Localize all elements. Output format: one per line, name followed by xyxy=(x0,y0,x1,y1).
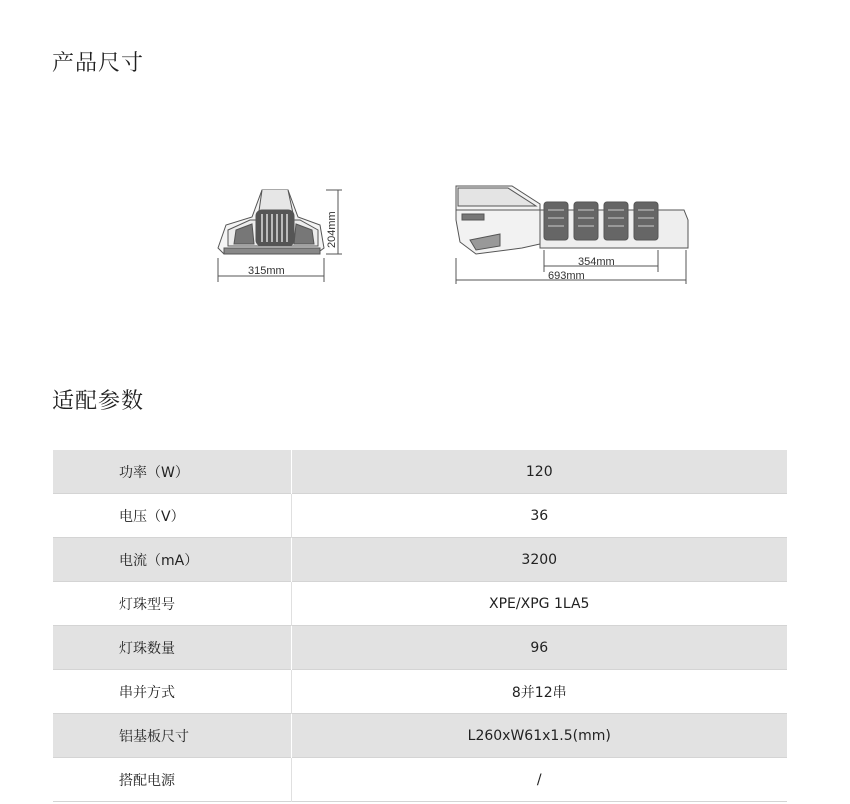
spec-value: 120 xyxy=(291,450,787,494)
front-height-label: 204mm xyxy=(326,211,338,248)
spec-value: 3200 xyxy=(291,538,787,582)
spec-label: 串并方式 xyxy=(53,670,291,714)
product-dimension-drawing xyxy=(0,170,850,300)
spec-label: 电压（V） xyxy=(53,494,291,538)
table-row xyxy=(53,758,787,802)
params-section-title: 适配参数 xyxy=(52,389,145,414)
spec-label: 搭配电源 xyxy=(53,758,291,802)
table-row xyxy=(53,494,787,538)
table-row xyxy=(53,670,787,714)
side-module-length-label: 354mm xyxy=(578,256,615,268)
spec-label: 电流（mA） xyxy=(53,538,291,582)
spec-value: XPE/XPG 1LA5 xyxy=(489,595,590,612)
spec-value: 36 xyxy=(530,507,549,524)
spec-value: L260xW61x1.5(mm) xyxy=(291,714,787,758)
table-row xyxy=(53,582,787,626)
spec-value: 96 xyxy=(291,626,787,670)
spec-value: 8并12串 xyxy=(511,684,567,701)
table-row xyxy=(53,450,787,494)
dimensions-section-title: 产品尺寸 xyxy=(52,51,145,76)
spec-label: 铝基板尺寸 xyxy=(53,714,291,758)
spec-value: / xyxy=(536,771,542,788)
front-width-label: 315mm xyxy=(248,265,285,277)
table-row xyxy=(53,626,787,670)
spec-table xyxy=(53,450,787,802)
spec-label: 灯珠数量 xyxy=(53,626,291,670)
spec-label: 功率（W） xyxy=(53,450,291,494)
spec-label: 灯珠型号 xyxy=(53,582,291,626)
table-row xyxy=(53,538,787,582)
table-row xyxy=(53,714,787,758)
side-total-length-label: 693mm xyxy=(548,270,585,282)
